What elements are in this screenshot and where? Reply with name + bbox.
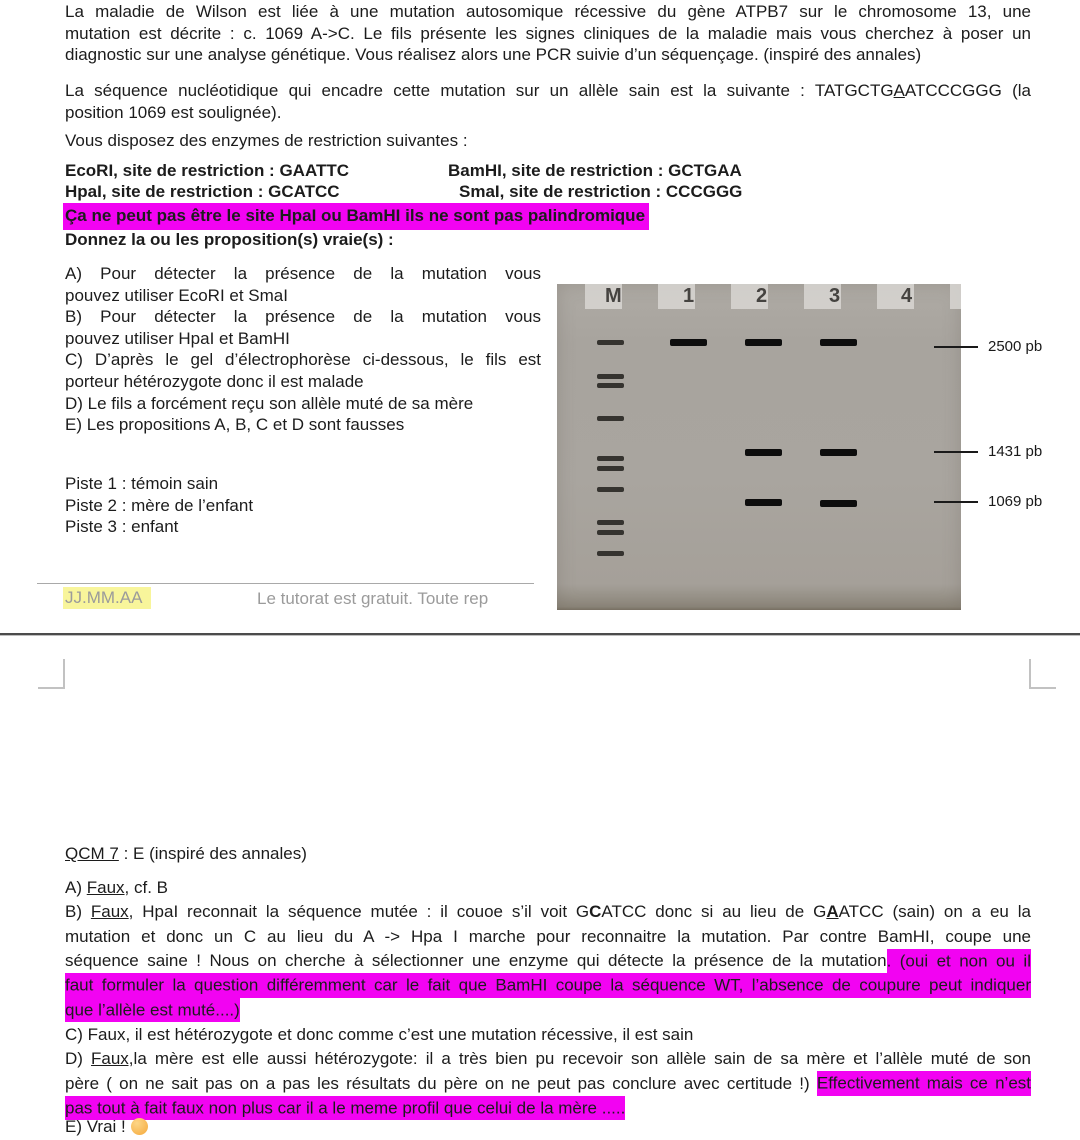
enzyme-ecori: EcoRI, site de restriction : GAATTC [65, 161, 350, 180]
gel-legend-pistes [65, 473, 253, 538]
answer-line [65, 949, 1031, 974]
size-marker-label: 1431 pb [988, 443, 1043, 460]
gel-figure [557, 284, 961, 610]
enzyme-bamhi: BamHI, site de restriction : GCTGAA [448, 161, 742, 180]
paragraph-line: mutation est décrite : c. 1069 A->C. Le fils présente les signes cliniques de la maladie mais vous cherchez à poser un [65, 23, 1031, 43]
footer-rule [37, 583, 534, 584]
text-segment: Faux [90, 902, 129, 921]
proposition-line: pouvez utiliser HpaI et BamHI [65, 328, 290, 348]
highlighted-note-text: Ça ne peut pas être le site HpaI ou BamHI ils ne sont pas palindromique [63, 203, 649, 230]
text-segment: : E (inspiré des annales) [118, 844, 307, 863]
propositions [65, 263, 541, 436]
answer-b [65, 900, 1031, 1023]
text-segment: D) [65, 1049, 92, 1068]
gel-ladder-band [597, 340, 624, 345]
text-segment: Faux, [91, 1049, 134, 1068]
gel-ladder-band [597, 374, 624, 379]
piste-line: Piste 2 : mère de l’enfant [65, 495, 254, 515]
text-segment: A) [65, 878, 87, 897]
text-segment: ATCCCGGG (la [904, 81, 1031, 100]
gel-sample-band [820, 449, 857, 456]
text-segment: Faux [86, 878, 125, 897]
piste-line: Piste 3 : enfant [65, 517, 179, 537]
text-segment: A [893, 81, 905, 100]
enzyme-smai: SmaI, site de restriction : CCCGGG [459, 182, 743, 201]
text-segment: faut formuler la question différemment car le fait que BamHI coupe la séquence WT, l’absence de coupure peut indiquer [65, 973, 1031, 998]
size-marker-label: 1069 pb [988, 493, 1043, 510]
paragraph-line [65, 80, 1031, 102]
gel-ladder-band [597, 383, 624, 388]
question-intro-paragraph [65, 1, 1031, 66]
text-segment: C [589, 902, 602, 921]
text-segment: , cf. B [124, 878, 168, 897]
footer-date [63, 588, 151, 608]
text-segment: . (oui et non ou il [887, 949, 1031, 974]
text-segment [131, 1118, 148, 1135]
gel-comb-tab [950, 284, 961, 309]
gel-ladder-band [597, 416, 624, 421]
gel-sample-band [745, 499, 782, 506]
gel-ladder-band [597, 530, 624, 535]
proposition-line: A) Pour détecter la présence de la mutation vous [65, 264, 541, 283]
size-marker-dash [934, 501, 978, 503]
gel-lane-label: 4 [901, 285, 913, 307]
answer-line [65, 1072, 1031, 1097]
proposition-line: pouvez utiliser EcoRI et SmaI [65, 285, 288, 305]
gel-sample-band [745, 449, 782, 456]
answer-a [65, 876, 168, 901]
gel-ladder-band [597, 487, 624, 492]
text-segment: QCM 7 [65, 844, 119, 863]
gel-ladder-band [597, 466, 624, 471]
text-segment: séquence saine ! Nous on cherche à sélectionner une enzyme qui détecte la présence de la mutation [65, 951, 887, 970]
sequence-paragraph [65, 80, 1031, 123]
answer-line [65, 1096, 1031, 1121]
proposition-line: C) D’après le gel d’électrophorèse ci-dessous, le fils est [65, 350, 541, 370]
gel-sample-band [670, 339, 707, 346]
size-marker-label: 2500 pb [988, 338, 1043, 355]
gel-lane-label: 1 [683, 285, 695, 307]
footer-motto: Le tutorat est gratuit. Toute rep [257, 589, 489, 608]
answer-line [65, 998, 1031, 1023]
text-segment: ATCC donc si au lieu de G [601, 902, 827, 921]
answer-line [65, 1047, 1031, 1072]
footer-date-text: JJ.MM.AA [63, 587, 151, 609]
text-segment: B) [65, 902, 91, 921]
text-segment: A [826, 902, 839, 921]
question-prompt: Donnez la ou les proposition(s) vraie(s) : [65, 230, 394, 249]
margin-corner-right-horizontal [1029, 687, 1056, 689]
gel-ladder-band [597, 520, 624, 525]
gel-sample-band [745, 339, 782, 346]
text-segment: la mère est elle aussi hétérozygote: il a très bien pu recevoir son allèle sain de sa mère et l’allèle muté de son [133, 1049, 1031, 1068]
gel-ladder-band [597, 456, 624, 461]
size-marker-dash [934, 451, 978, 453]
proposition-line: D) Le fils a forcément reçu son allèle muté de sa mère [65, 393, 474, 413]
proposition-line: B) Pour détecter la présence de la mutation vous [65, 307, 541, 327]
paragraph-line: diagnostic sur une analyse génétique. Vous réalisez alors une PCR suivie d’un séquençage. (inspiré des annales) [65, 45, 922, 65]
paragraph-line: position 1069 est soulignée). [65, 102, 282, 122]
answer-line [65, 974, 1031, 999]
page-separator [0, 633, 1080, 636]
answer-e [65, 1115, 148, 1140]
gel-sample-band [820, 500, 857, 507]
size-marker-dash [934, 346, 978, 348]
text-segment: que l’allèle est muté....) [65, 998, 240, 1023]
text-segment: La séquence nucléotidique qui encadre cette mutation sur un allèle sain est la suivante : TATGCTG [65, 81, 894, 100]
answer-c [65, 1023, 693, 1048]
answer-d [65, 1047, 1031, 1121]
gel-ladder-band [597, 551, 624, 556]
margin-corner-right-vertical [1029, 659, 1031, 688]
margin-corner-left-horizontal [38, 687, 65, 689]
gel-lane-label: 2 [756, 285, 768, 307]
answers-title [65, 842, 307, 867]
text-segment: Effectivement mais ce n’est [817, 1071, 1031, 1096]
answer-line [65, 900, 1031, 925]
gel-lane-label: M [605, 285, 622, 307]
gel-lane-label: 3 [829, 285, 841, 307]
proposition-line: E) Les propositions A, B, C et D sont fausses [65, 415, 405, 435]
text-segment: père ( on ne sait pas on a pas les résultats du père on ne peut pas conclure avec certitude !) [65, 1073, 817, 1093]
answer-line [65, 925, 1031, 950]
gel-sample-band [820, 339, 857, 346]
enzymes-intro: Vous disposez des enzymes de restriction suivantes : [65, 131, 468, 150]
enzyme-hpai: HpaI, site de restriction : GCATCC [65, 182, 340, 201]
text-segment: mutation et donc un C au lieu du A -> Hpa I marche pour reconnaitre la mutation. Par contre BamHI, coupe une [65, 926, 1031, 946]
tutor-note-highlight [63, 203, 649, 230]
text-segment: E) Vrai ! [65, 1117, 131, 1136]
text-segment: pas tout à fait faux non plus car il a le meme profil que celui de la mère ..... [65, 1096, 625, 1121]
text-segment: C) Faux, il est hétérozygote et donc comme c’est une mutation récessive, il est sain [65, 1025, 694, 1044]
proposition-line: porteur hétérozygote donc il est malade [65, 371, 364, 391]
paragraph-line: La maladie de Wilson est liée à une mutation autosomique récessive du gène ATPB7 sur le chromosome 13, une [65, 2, 1031, 21]
text-segment: ATCC (sain) on a eu la [838, 902, 1031, 921]
margin-corner-left-vertical [63, 659, 65, 688]
text-segment: , HpaI reconnait la séquence mutée : il couoe s’il voit G [128, 902, 590, 921]
piste-line: Piste 1 : témoin sain [65, 474, 219, 493]
